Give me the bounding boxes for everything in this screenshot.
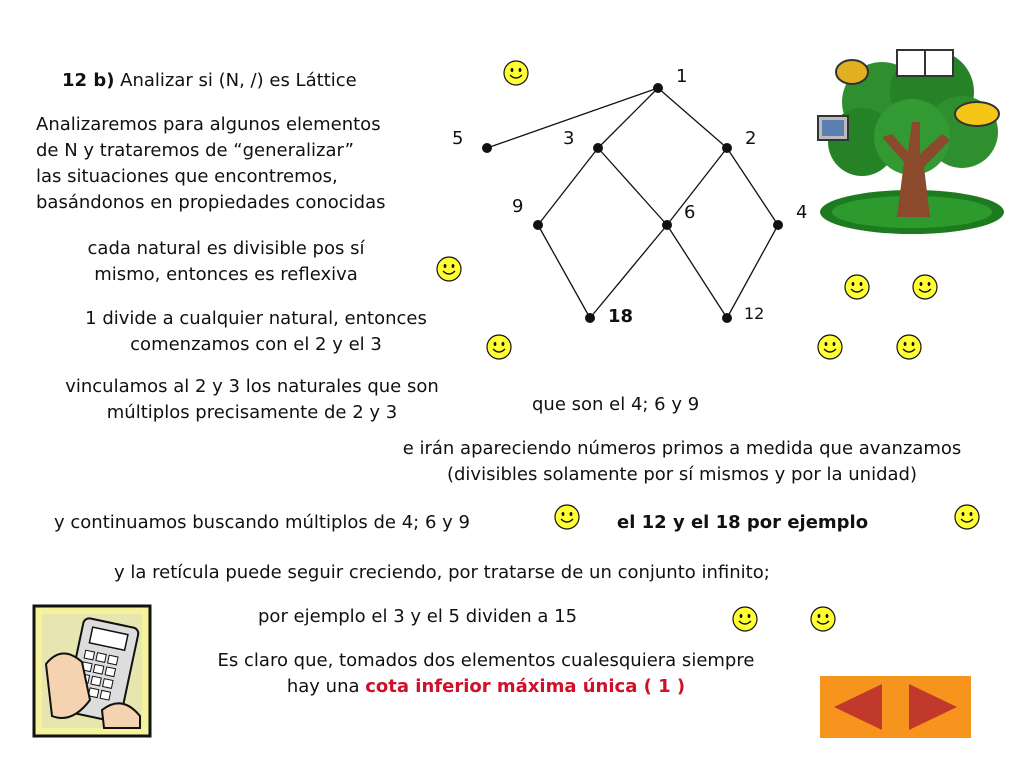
conclusion-line: Es claro que, tomados dos elementos cualesquiera siempre bbox=[217, 650, 755, 671]
smiley-icon bbox=[486, 334, 512, 360]
lattice-edge bbox=[598, 148, 667, 225]
lattice-node-label: 4 bbox=[796, 202, 808, 223]
smiley-icon bbox=[503, 60, 529, 86]
smiley-icon bbox=[810, 606, 836, 632]
lattice-node bbox=[722, 313, 732, 323]
intro-line: Analizaremos para algunos elementos bbox=[36, 114, 381, 135]
lattice-node bbox=[773, 220, 783, 230]
calculator-clipart-icon bbox=[32, 604, 152, 738]
title-number: 12 b) bbox=[62, 70, 115, 91]
reflexive-line: cada natural es divisible pos sí bbox=[87, 238, 365, 259]
primes-line: (divisibles solamente por sí mismos y por la unidad) bbox=[446, 464, 917, 485]
lattice-node bbox=[653, 83, 663, 93]
lattice-node-label: 6 bbox=[684, 202, 696, 223]
title-text: Analizar si (N, /) es Láttice bbox=[120, 70, 357, 91]
smiley-icon bbox=[896, 334, 922, 360]
smiley-icon bbox=[844, 274, 870, 300]
lattice-edge bbox=[598, 88, 658, 148]
intro-line: las situaciones que encontremos, bbox=[36, 166, 338, 187]
link-line: múltiplos precisamente de 2 y 3 bbox=[106, 402, 398, 423]
smiley-icon bbox=[436, 256, 462, 282]
lattice-node-label: 5 bbox=[452, 128, 464, 149]
continue-text: y continuamos buscando múltiplos de 4; 6 y 9 bbox=[54, 512, 470, 533]
primes-line: e irán apareciendo números primos a medida que avanzamos bbox=[402, 438, 962, 459]
slide-navigation bbox=[820, 676, 971, 738]
lattice-node bbox=[482, 143, 492, 153]
smiley-icon bbox=[817, 334, 843, 360]
smiley-icon bbox=[554, 504, 580, 530]
lattice-node bbox=[662, 220, 672, 230]
conclusion-prefix: hay una bbox=[286, 676, 366, 697]
lattice-node-label: 3 bbox=[563, 128, 575, 149]
fifteen-text: por ejemplo el 3 y el 5 dividen a 15 bbox=[258, 606, 578, 627]
lattice-node-label: 1 bbox=[676, 66, 688, 87]
next-arrow-icon[interactable] bbox=[896, 676, 971, 738]
divides-line: comenzamos con el 2 y el 3 bbox=[130, 334, 382, 355]
grow-text: y la retícula puede seguir creciendo, por tratarse de un conjunto infinito; bbox=[114, 562, 770, 583]
lattice-node-label: 18 bbox=[608, 306, 634, 327]
lattice-edge bbox=[538, 225, 590, 318]
lattice-edge bbox=[727, 148, 778, 225]
lattice-node-label: 9 bbox=[512, 196, 524, 217]
lattice-node bbox=[722, 143, 732, 153]
link-line: vinculamos al 2 y 3 los naturales que son bbox=[65, 376, 439, 397]
prev-arrow-icon[interactable] bbox=[820, 676, 895, 738]
smiley-icon bbox=[954, 504, 980, 530]
smiley-icon bbox=[912, 274, 938, 300]
lattice-edge bbox=[590, 225, 667, 318]
lattice-node-label: 12 bbox=[744, 304, 765, 323]
example-text: el 12 y el 18 por ejemplo bbox=[617, 512, 869, 533]
tree-clipart-icon bbox=[812, 42, 1014, 238]
which-text: que son el 4; 6 y 9 bbox=[532, 394, 700, 415]
intro-line: de N y trataremos de “generalizar” bbox=[36, 140, 355, 161]
lattice-node-label: 2 bbox=[745, 128, 757, 149]
lattice-edge bbox=[658, 88, 727, 148]
reflexive-line: mismo, entonces es reflexiva bbox=[94, 264, 358, 285]
lattice-node bbox=[533, 220, 543, 230]
lattice-edge bbox=[667, 148, 727, 225]
lattice-node bbox=[585, 313, 595, 323]
lattice-edge bbox=[538, 148, 598, 225]
lattice-edge bbox=[667, 225, 727, 318]
divides-line: 1 divide a cualquier natural, entonces bbox=[85, 308, 427, 329]
conclusion-highlight: cota inferior máxima única ( 1 ) bbox=[365, 676, 686, 697]
smiley-icon bbox=[732, 606, 758, 632]
lattice-node bbox=[593, 143, 603, 153]
intro-line: basándonos en propiedades conocidas bbox=[36, 192, 386, 213]
